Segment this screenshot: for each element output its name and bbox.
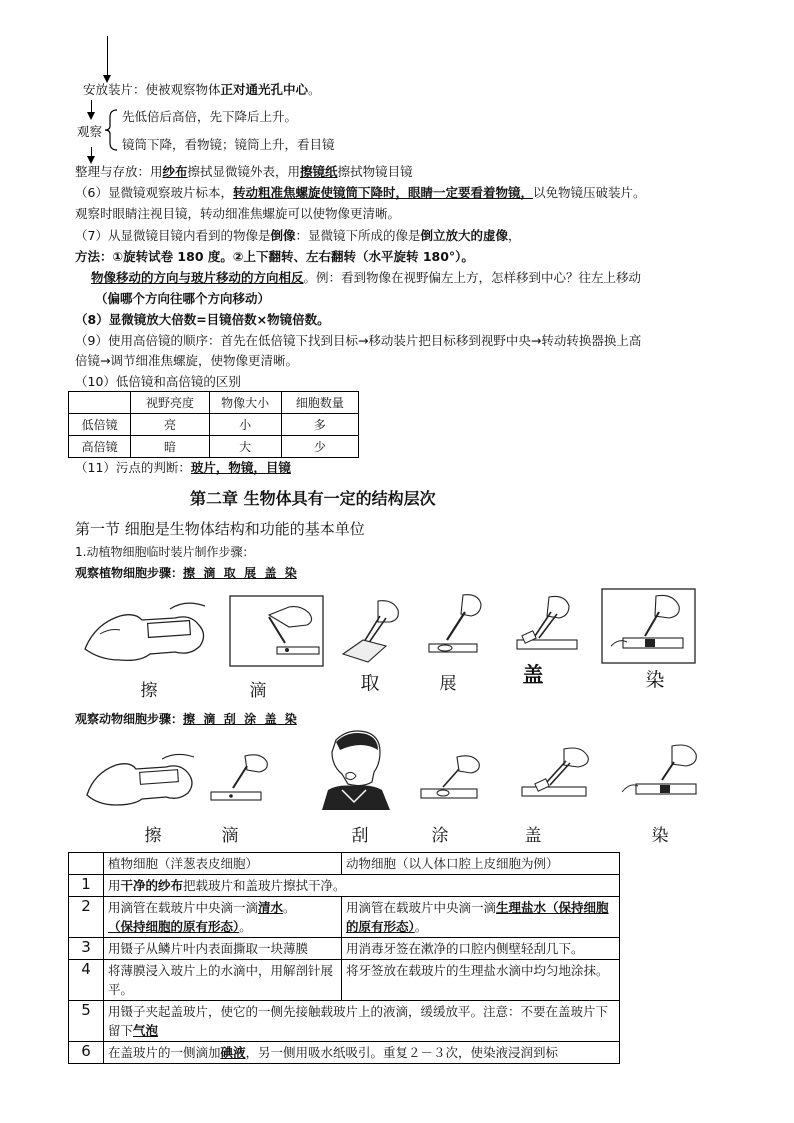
step-cell-animal: 用消毒牙签在漱净的口腔内侧壁轻刮几下。 xyxy=(342,938,620,960)
observe-line2: 镜筒下降，看物镜；镜筒上升，看目镜 xyxy=(122,137,335,152)
steps-intro: 1.动植物细胞临时装片制作步骤： xyxy=(75,545,255,559)
r1-a: 用 xyxy=(108,878,121,893)
r2-animal-a: 用滴管在载玻片中央滴一滴 xyxy=(346,900,497,915)
flow-arrow-top xyxy=(107,36,108,76)
steps-row xyxy=(69,1042,620,1064)
steps-table xyxy=(68,852,620,1064)
step-cell-plant: 将薄膜浸入玻片上的水滴中，用解剖针展平。 xyxy=(104,960,342,1001)
chapter-title: 第二章 生物体具有一定的结构层次 xyxy=(190,489,436,508)
p6-c: 以免物镜压破装片。 xyxy=(532,185,646,200)
steps-header-row xyxy=(69,853,620,875)
plant-label-cover: 盖 xyxy=(522,663,544,687)
r6-b: 碘液 xyxy=(220,1045,246,1060)
plant-steps-title: 观察植物细胞步骤： xyxy=(75,566,184,580)
p7-h: 。例：看到物像在视野偏左上方，怎样移到中心？往左上移动 xyxy=(303,270,642,285)
steps-head-empty xyxy=(69,853,104,875)
animal-steps-line xyxy=(75,711,297,727)
step-cell xyxy=(104,1001,620,1042)
step-number: 2 xyxy=(69,897,104,938)
r6-c: ，另一侧用吸水纸吸引。重复２－３次，使染液浸润到标 xyxy=(245,1045,559,1060)
p7-d: 倒立放大的虚像 xyxy=(420,228,509,243)
plant-steps-line xyxy=(75,565,297,581)
flow-arrow-bottom-head xyxy=(87,156,95,164)
step-cell xyxy=(104,1042,620,1064)
step-number: 4 xyxy=(69,960,104,1001)
plant-spread-illustration xyxy=(423,590,488,662)
compare-header-row xyxy=(69,392,359,414)
animal-smear-illustration xyxy=(413,751,491,803)
r5-a: 用镊子夹起盖玻片，使它的一侧先接触载玻片上的液滴，缓缓放平。注意：不要在盖玻片下留下 xyxy=(108,1004,609,1038)
compare-cell: 多 xyxy=(281,414,358,436)
place-label: 安放装片： xyxy=(83,82,146,97)
p6-a: （6）显微镜观察玻片标本， xyxy=(75,185,233,200)
p7-line4: （偏哪个方向往哪个方向移动） xyxy=(95,291,271,306)
store-e: 擦拭物镜目镜 xyxy=(337,164,413,179)
place-slide-line xyxy=(83,82,321,98)
steps-row xyxy=(69,960,620,1001)
r2-animal-b: 生理盐水（保持细胞的原有形态） xyxy=(346,900,609,934)
plant-cover-illustration xyxy=(507,592,587,658)
animal-label-stain: 染 xyxy=(651,826,669,846)
compare-head-3: 细胞数量 xyxy=(281,392,358,414)
p8-line: （8）显微镜放大倍数=目镜倍数×物镜倍数。 xyxy=(75,312,330,327)
plant-label-stain: 染 xyxy=(645,669,665,691)
plant-label-wipe: 擦 xyxy=(140,681,158,701)
animal-label-wipe: 擦 xyxy=(144,826,162,846)
p11-line xyxy=(75,460,291,476)
r2-plant-a: 用滴管在载玻片中央滴一滴 xyxy=(108,900,259,915)
r2-animal-c: 。 xyxy=(414,919,428,934)
step-number: 5 xyxy=(69,1001,104,1042)
animal-label-cover: 盖 xyxy=(524,826,542,846)
compare-table xyxy=(68,391,359,458)
r2-plant-e: 。 xyxy=(239,919,252,934)
r6-a: 在盖玻片的一侧滴加 xyxy=(108,1045,221,1060)
p7-e: ， xyxy=(508,228,521,243)
r1-b: 干净的纱布 xyxy=(120,878,184,893)
animal-stain-illustration xyxy=(618,742,710,802)
plant-label-spread: 展 xyxy=(439,674,457,694)
step-cell xyxy=(104,875,620,897)
r2-plant-c: 。 xyxy=(283,900,296,915)
p6-b: 转动粗准焦螺旋使镜筒下降时，眼睛一定要看着物镜， xyxy=(232,185,533,200)
steps-row xyxy=(69,1001,620,1042)
animal-wipe-illustration xyxy=(82,747,202,809)
plant-take-illustration xyxy=(338,596,408,664)
compare-cell: 少 xyxy=(281,436,358,458)
plant-wipe-illustration xyxy=(80,594,215,669)
step-cell-animal: 将牙签放在载玻片的生理盐水滴中均匀地涂抹。 xyxy=(342,960,620,1001)
p9-line1: （9）使用高倍镜的顺序：首先在低倍镜下找到目标→移动装片把目标移到视野中央→转动转换器换上高 xyxy=(75,333,642,348)
compare-cell: 低倍镜 xyxy=(69,414,131,436)
compare-cell: 小 xyxy=(209,414,281,436)
compare-head-1: 视野亮度 xyxy=(131,392,209,414)
animal-label-drop: 滴 xyxy=(221,826,239,846)
p6-line2: 观察时眼睛注视目镜，转动细准焦螺旋可以使物像更清晰。 xyxy=(75,206,401,221)
place-bold: 正对通光孔中心 xyxy=(220,82,309,97)
p7-line3 xyxy=(91,270,641,286)
step-cell-plant xyxy=(104,897,342,938)
step-number: 3 xyxy=(69,938,104,960)
plant-label-drop: 滴 xyxy=(249,681,267,701)
animal-steps-keys: 擦 滴 刮 涂 盖 染 xyxy=(183,712,297,726)
animal-label-smear: 涂 xyxy=(431,826,449,846)
observe-label: 观察 xyxy=(77,124,103,139)
r2-plant-b: 清水 xyxy=(258,900,284,915)
place-end: 。 xyxy=(308,82,321,97)
compare-head-2: 物像大小 xyxy=(209,392,281,414)
compare-head-0 xyxy=(69,392,131,414)
compare-cell: 高倍镜 xyxy=(69,436,131,458)
p7-line1 xyxy=(75,228,521,244)
plant-stain-illustration xyxy=(601,588,696,664)
plant-drop-illustration xyxy=(229,595,324,667)
p11-b: 玻片，物镜，目镜 xyxy=(190,460,291,475)
steps-row xyxy=(69,938,620,960)
step-cell-plant: 用镊子从鳞片叶内表面撕取一块薄膜 xyxy=(104,938,342,960)
compare-row xyxy=(69,414,359,436)
animal-cover-illustration xyxy=(512,745,604,803)
compare-row xyxy=(69,436,359,458)
steps-row xyxy=(69,875,620,897)
p7-method: 方法：①旋转试卷 180 度。②上下翻转、左右翻转（水平旋转 180°）。 xyxy=(75,249,474,264)
p7-g: 物像移动的方向与玻片移动的方向相反 xyxy=(91,270,304,285)
plant-steps-keys: 擦 滴 取 展 盖 染 xyxy=(183,566,297,580)
section-title: 第一节 细胞是生物体结构和功能的基本单位 xyxy=(75,520,365,538)
store-d: 擦镜纸 xyxy=(300,164,338,179)
p7-c: ：显微镜下所成的像是 xyxy=(295,228,421,243)
animal-scrape-illustration xyxy=(318,728,393,810)
p7-b: 倒像 xyxy=(270,228,296,243)
step-cell-animal xyxy=(342,897,620,938)
animal-steps-title: 观察动物细胞步骤： xyxy=(75,712,184,726)
p7-a: （7）从显微镜目镜内看到的物像是 xyxy=(75,228,271,243)
flow-arrow-mid-head xyxy=(87,112,95,120)
store-a: 整理与存放：用 xyxy=(75,164,163,179)
step-number: 6 xyxy=(69,1042,104,1064)
p11-a: （11）污点的判断： xyxy=(75,460,191,475)
steps-head-animal: 动物细胞（以人体口腔上皮细胞为例） xyxy=(342,853,620,875)
p9-line2: 倍镜→调节细准焦螺旋，使物像更清晰。 xyxy=(75,353,298,368)
store-line xyxy=(75,164,413,180)
p10-line: （10）低倍镜和高倍镜的区别 xyxy=(75,374,241,389)
r1-c: 把载玻片和盖玻片擦拭干净。 xyxy=(183,878,346,893)
store-c: 擦拭显微镜外表，用 xyxy=(187,164,301,179)
r2-plant-d: （保持细胞的原有形态） xyxy=(108,919,240,934)
step-number: 1 xyxy=(69,875,104,897)
animal-drop-illustration xyxy=(205,748,283,806)
compare-cell: 暗 xyxy=(131,436,209,458)
place-text: 使被观察物体 xyxy=(145,82,221,97)
compare-cell: 亮 xyxy=(131,414,209,436)
p6-line1 xyxy=(75,185,646,201)
plant-label-take: 取 xyxy=(360,672,380,694)
steps-head-plant: 植物细胞（洋葱表皮细胞） xyxy=(104,853,342,875)
steps-row xyxy=(69,897,620,938)
animal-label-scrape: 刮 xyxy=(351,826,369,846)
store-b: 纱布 xyxy=(162,164,188,179)
compare-cell: 大 xyxy=(209,436,281,458)
observe-brace xyxy=(104,109,118,151)
observe-line1: 先低倍后高倍，先下降后上升。 xyxy=(122,109,298,124)
r5-b: 气泡 xyxy=(133,1023,159,1038)
